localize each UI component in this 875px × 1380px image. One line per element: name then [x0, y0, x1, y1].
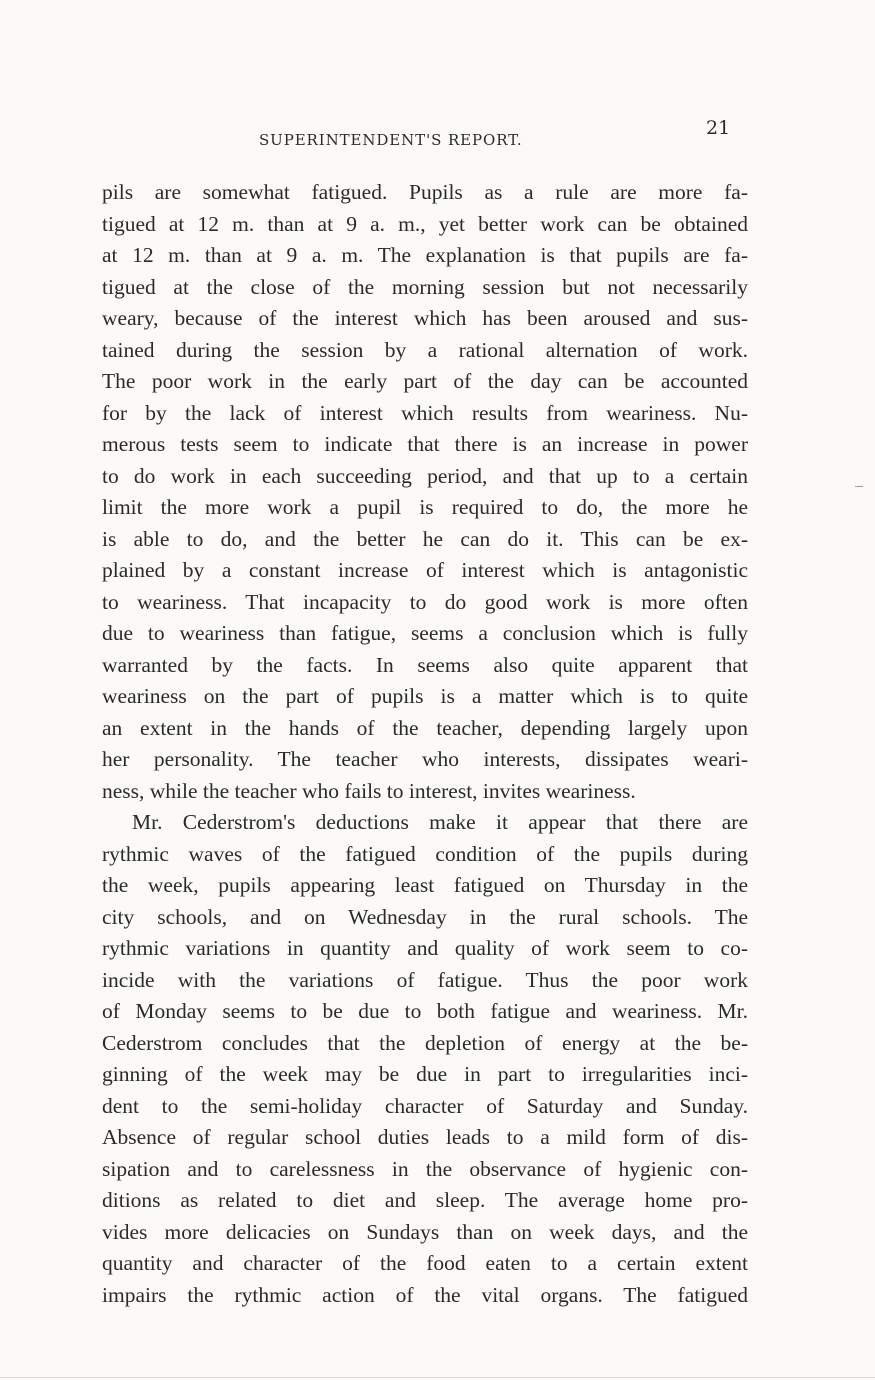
- text-line: weariness on the part of pupils is a matter which is to quite: [102, 684, 748, 708]
- text-line: an extent in the hands of the teacher, depending largely upon: [102, 715, 748, 740]
- text-line: impairs the rythmic action of the vital organs. The fatigued: [102, 1282, 748, 1307]
- text-line: quantity and character of the food eaten to a certain extent: [102, 1251, 748, 1275]
- text-line: Absence of regular school duties leads to a mild form of dis-: [102, 1125, 748, 1149]
- text-line: pils are somewhat fatigued. Pupils as a rule are more fa-: [102, 180, 748, 204]
- text-line: vides more delicacies on Sundays than on week days, and the: [102, 1219, 748, 1244]
- text-line: weary, because of the interest which has been aroused and sus-: [102, 306, 748, 330]
- text-line: merous tests seem to indicate that there is an increase in power: [102, 432, 748, 456]
- text-line: dent to the semi-holiday character of Saturday and Sunday.: [102, 1093, 748, 1118]
- text-line: to weariness. That incapacity to do good work is more often: [102, 589, 748, 614]
- text-line: at 12 m. than at 9 a. m. The explanation is that pupils are fa-: [102, 243, 748, 267]
- body-text: [102, 177, 748, 1311]
- text-line: of Monday seems to be due to both fatigue and weariness. Mr.: [102, 999, 748, 1023]
- text-line: ginning of the week may be due in part to irregularities inci-: [102, 1062, 748, 1086]
- text-line: rythmic variations in quantity and quality of work seem to co-: [102, 936, 748, 960]
- text-line: due to weariness than fatigue, seems a conclusion which is fully: [102, 621, 748, 645]
- text-line: Cederstrom concludes that the depletion of energy at the be-: [102, 1030, 748, 1055]
- text-line: warranted by the facts. In seems also quite apparent that: [102, 652, 748, 677]
- text-line: the week, pupils appearing least fatigued on Thursday in the: [102, 873, 748, 897]
- text-line: ness, while the teacher who fails to interest, invites weariness.: [102, 778, 636, 803]
- scan-edge-mark: [0, 1377, 875, 1378]
- text-line: sipation and to carelessness in the observance of hygienic con-: [102, 1156, 748, 1181]
- scan-edge-mark: [855, 486, 863, 487]
- text-line: tigued at the close of the morning session but not necessarily: [102, 274, 748, 299]
- text-line: city schools, and on Wednesday in the rural schools. The: [102, 904, 748, 929]
- running-header-title: SUPERINTENDENT'S REPORT.: [259, 131, 523, 149]
- text-line: to do work in each succeeding period, and that up to a certain: [102, 463, 748, 488]
- text-line: rythmic waves of the fatigued condition of the pupils during: [102, 841, 748, 866]
- text-line: tained during the session by a rational alternation of work.: [102, 337, 748, 362]
- text-line: limit the more work a pupil is required to do, the more he: [102, 495, 748, 519]
- text-line: Mr. Cederstrom's deductions make it appear that there are: [132, 810, 748, 834]
- text-line: The poor work in the early part of the day can be accounted: [102, 369, 748, 393]
- text-line: plained by a constant increase of interest which is antagonistic: [102, 558, 748, 582]
- page-number: 21: [706, 117, 731, 139]
- text-line: incide with the variations of fatigue. Thus the poor work: [102, 967, 748, 992]
- text-line: her personality. The teacher who interests, dissipates weari-: [102, 747, 748, 771]
- text-line: is able to do, and the better he can do it. This can be ex-: [102, 526, 748, 551]
- text-line: tigued at 12 m. than at 9 a. m., yet better work can be obtained: [102, 211, 748, 236]
- text-line: ditions as related to diet and sleep. The average home pro-: [102, 1188, 748, 1212]
- text-line: for by the lack of interest which results from weariness. Nu-: [102, 400, 748, 425]
